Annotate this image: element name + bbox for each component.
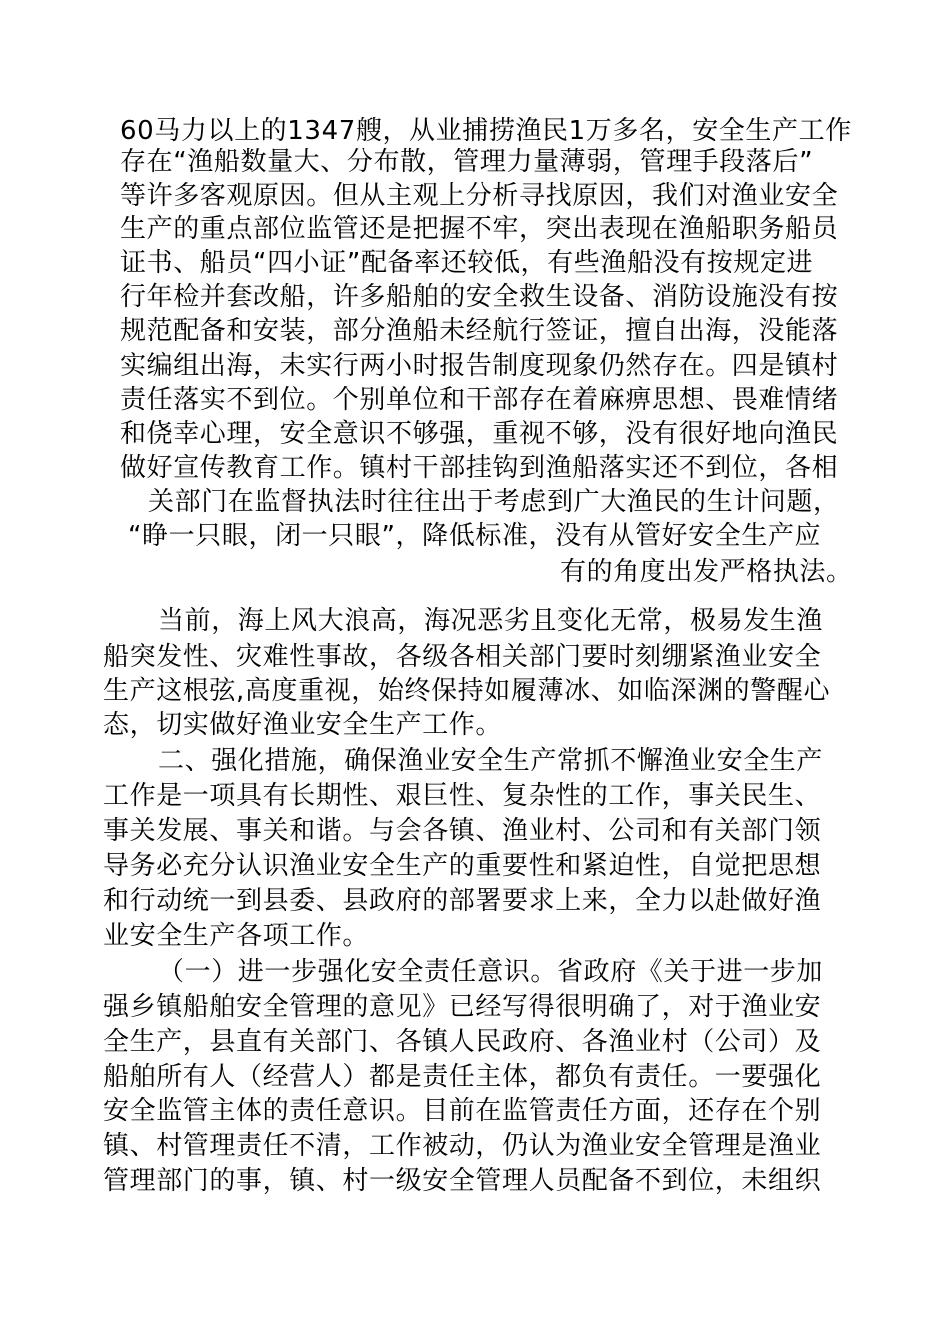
text-line: 强乡镇船舶安全管理的意见》已经写得很明确了，对于渔业安	[103, 992, 822, 1022]
text-line: 责任落实不到位。个别单位和干部存在着麻痹思想、畏难情绪	[120, 385, 839, 415]
text-line: 生产的重点部位监管还是把握不牢，突出表现在渔船职务船员	[120, 214, 839, 244]
text-line: 实编组出海，未实行两小时报告制度现象仍然存在。四是镇村	[120, 351, 839, 381]
text-line: 全生产，县直有关部门、各镇人民政府、各渔业村（公司）及	[103, 1027, 822, 1057]
text-line: 态，切实做好渔业安全生产工作。	[103, 710, 503, 740]
text-line: 规范配备和安装，部分渔船未经航行签证，擅自出海，没能落	[120, 316, 839, 346]
text-line: 管理部门的事，镇、村一级安全管理人员配备不到位，未组织	[103, 1166, 822, 1196]
text-line: 有的角度出发严格执法。	[560, 557, 853, 587]
text-line: 镇、村管理责任不清，工作被动，仍认为渔业安全管理是渔业	[103, 1131, 822, 1161]
text-line: “睁一只眼，闭一只眼”，降低标准，没有从管好安全生产应	[128, 521, 822, 551]
text-line: 船舶所有人（经营人）都是责任主体，都负有责任。一要强化	[103, 1062, 822, 1092]
text-line: 安全监管主体的责任意识。目前在监管责任方面，还存在个别	[103, 1096, 822, 1126]
text-line: 工作是一项具有长期性、艰巨性、复杂性的工作，事关民生、	[103, 781, 822, 811]
text-line: 事关发展、事关和谐。与会各镇、渔业村、公司和有关部门领	[103, 816, 822, 846]
text-line: 关部门在监督执法时往往出于考虑到广大渔民的生计问题，	[148, 487, 840, 517]
text-line: 60马力以上的1347艘，从业捕捞渔民1万多名，安全生产工作	[120, 116, 852, 146]
text-line: 证书、船员“四小证”配备率还较低，有些渔船没有按规定进	[120, 248, 814, 278]
text-line: 和行动统一到县委、县政府的部署要求上来，全力以赴做好渔	[103, 886, 822, 916]
text-line: 和侥幸心理，安全意识不够强，重视不够，没有很好地向渔民	[120, 419, 839, 449]
text-line: 存在“渔船数量大、分布散，管理力量薄弱，管理手段落后”	[120, 147, 814, 177]
text-line: （一）进一步强化安全责任意识。省政府《关于进一步加	[158, 957, 824, 987]
text-line: 船突发性、灾难性事故，各级各相关部门要时刻绷紧渔业安全	[103, 642, 822, 672]
text-line: 二、强化措施，确保渔业安全生产常抓不懈渔业安全生产	[158, 746, 824, 776]
text-line: 导务必充分认识渔业安全生产的重要性和紧迫性，自觉把思想	[103, 851, 822, 881]
text-line: 生产这根弦,高度重视，始终保持如履薄冰、如临深渊的警醒心	[103, 676, 831, 706]
text-line: 等许多客观原因。但从主观上分析寻找原因，我们对渔业安全	[120, 181, 839, 211]
text-line: 业安全生产各项工作。	[103, 921, 370, 951]
text-line: 行年检并套改船，许多船舶的安全救生设备、消防设施没有按	[120, 282, 839, 312]
text-line: 做好宣传教育工作。镇村干部挂钩到渔船落实还不到位，各相	[120, 453, 839, 483]
text-line: 当前，海上风大浪高，海况恶劣且变化无常，极易发生渔	[158, 606, 824, 636]
